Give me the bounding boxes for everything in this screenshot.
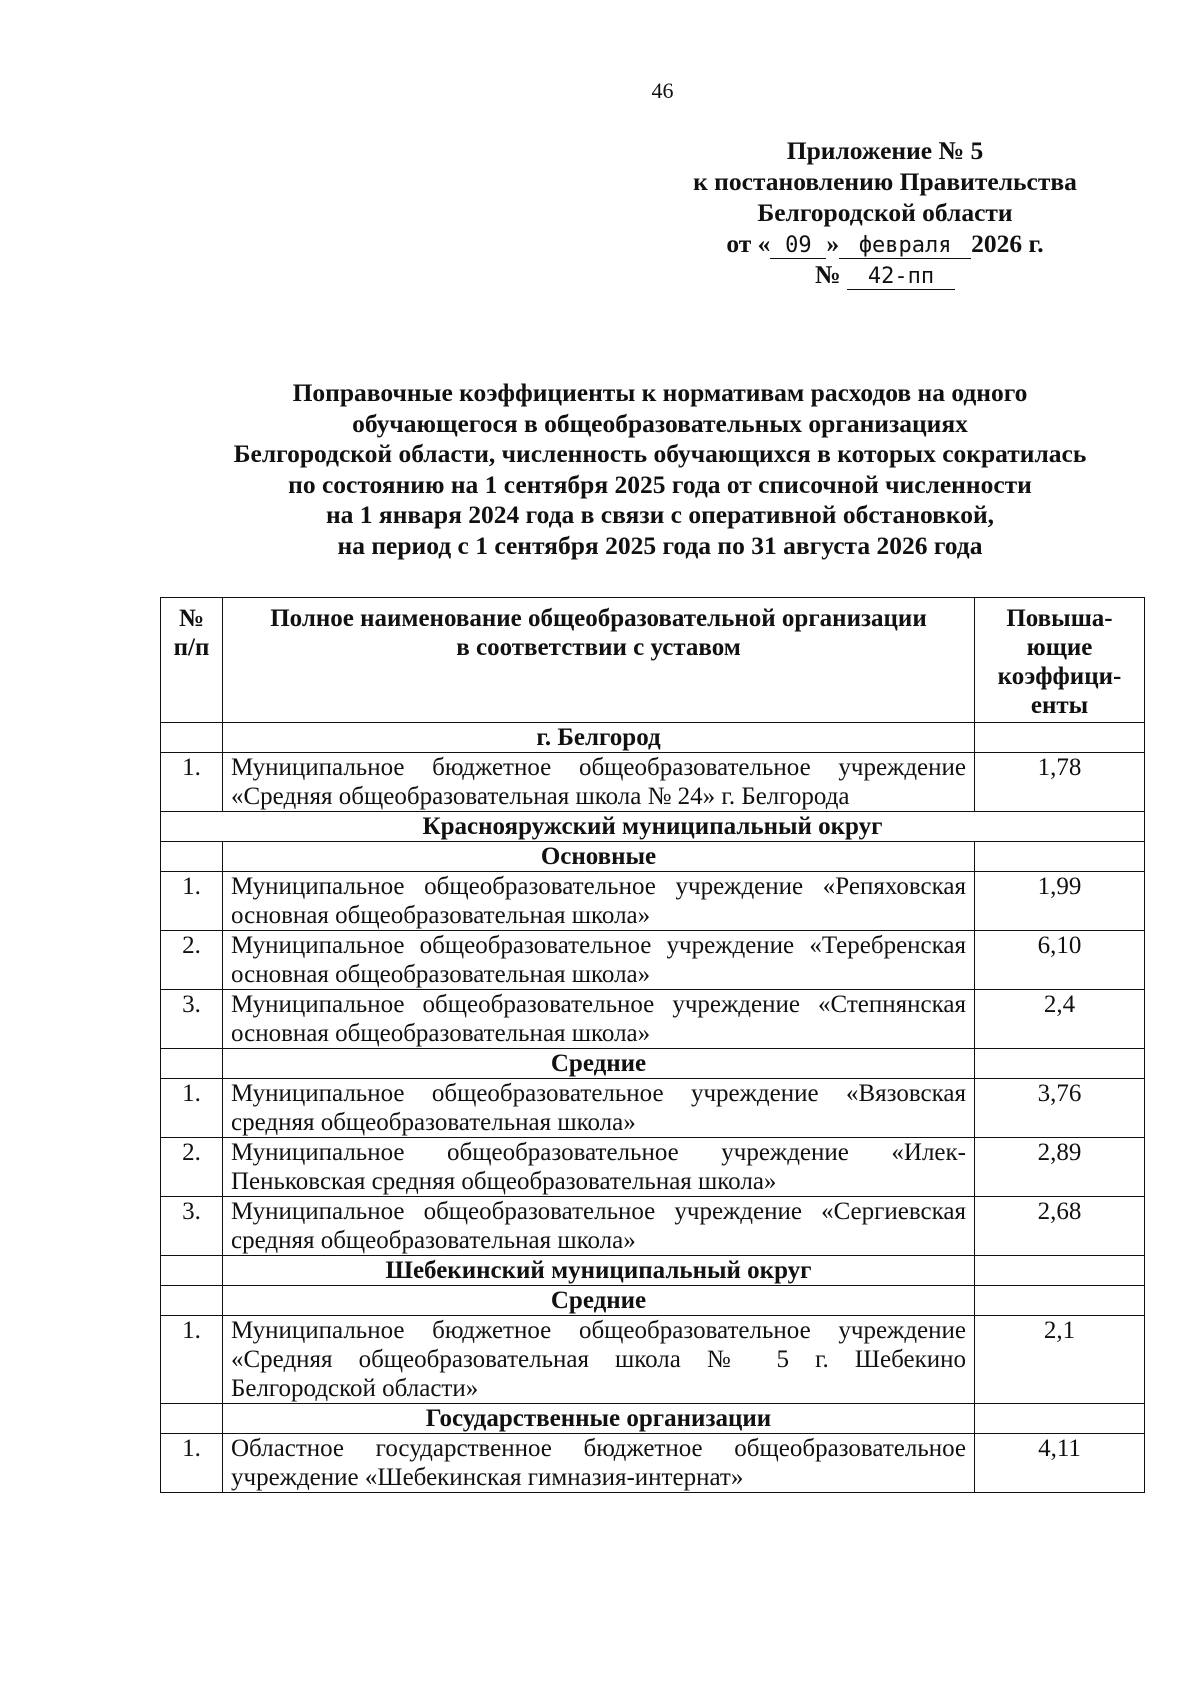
organization-name: Муниципальное общеобразовательное учреждение «Степнянская основная общеобразовательная школа» — [223, 990, 975, 1049]
district-row — [161, 812, 1145, 842]
empty-cell — [975, 1049, 1145, 1079]
header-coefficient-line: Повыша- — [1006, 605, 1113, 632]
coefficient-value: 2,68 — [975, 1197, 1145, 1256]
date-year: 2026 г. — [971, 229, 1044, 258]
table-row — [161, 1138, 1145, 1197]
appendix-block — [650, 135, 1120, 290]
row-number: 1. — [161, 1079, 223, 1138]
empty-cell — [975, 1256, 1145, 1286]
table-row — [161, 872, 1145, 931]
title-line: обучающегося в общеобразовательных организациях — [352, 408, 968, 438]
title-line: Поправочные коэффициенты к нормативам расходов на одного — [292, 378, 1028, 407]
header-name-line: в соответствии с уставом — [456, 634, 741, 661]
section-heading: Государственные организации — [223, 1404, 975, 1434]
organization-name: Муниципальное общеобразовательное учреждение «Илек-Пеньковская средняя общеобразовательная школа» — [223, 1138, 975, 1197]
section-row — [161, 842, 1145, 872]
row-number: 1. — [161, 753, 223, 812]
coefficient-value: 3,76 — [975, 1079, 1145, 1138]
row-number: 3. — [161, 1197, 223, 1256]
empty-cell — [161, 723, 223, 753]
row-number: 3. — [161, 990, 223, 1049]
empty-cell — [975, 723, 1145, 753]
section-row — [161, 1256, 1145, 1286]
header-number-line: п/п — [173, 634, 210, 661]
empty-cell — [161, 1286, 223, 1316]
section-heading: Средние — [223, 1286, 975, 1316]
header-name — [223, 598, 975, 723]
table-header-row — [161, 598, 1145, 723]
table-row — [161, 1316, 1145, 1404]
section-heading: Средние — [223, 1049, 975, 1079]
date-month: февраля — [839, 234, 971, 259]
section-heading: Шебекинский муниципальный округ — [223, 1256, 975, 1286]
appendix-resolution: к постановлению Правительства — [693, 167, 1077, 196]
coefficients-table — [160, 597, 1145, 1493]
appendix-number — [650, 259, 1120, 290]
date-prefix: от « — [726, 229, 771, 258]
header-coefficient-line: енты — [1030, 692, 1089, 719]
title-line: на период с 1 сентября 2025 года по 31 августа 2026 года — [337, 530, 983, 560]
section-heading: г. Белгород — [223, 723, 975, 753]
coefficient-value: 2,89 — [975, 1138, 1145, 1197]
district-heading: Краснояружский муниципальный округ — [161, 812, 1145, 842]
empty-cell — [975, 1286, 1145, 1316]
header-number-line: № — [178, 605, 205, 632]
appendix-region: Белгородской области — [757, 198, 1013, 227]
section-row — [161, 723, 1145, 753]
organization-name: Муниципальное бюджетное общеобразовательное учреждение «Средняя общеобразовательная школа № 5 г. Шебекино Белгородской области» — [223, 1316, 975, 1404]
table-row — [161, 990, 1145, 1049]
page-number: 46 — [651, 78, 674, 103]
number-prefix: № — [815, 260, 841, 289]
empty-cell — [975, 1404, 1145, 1434]
empty-cell — [161, 842, 223, 872]
title-line: на 1 января 2024 года в связи с оперативной обстановкой, — [325, 500, 995, 529]
organization-name: Муниципальное общеобразовательное учреждение «Сергиевская средняя общеобразовательная школа» — [223, 1197, 975, 1256]
organization-name: Областное государственное бюджетное общеобразовательное учреждение «Шебекинская гимназия-интернат» — [223, 1434, 975, 1493]
table-row — [161, 1079, 1145, 1138]
table-row — [161, 1197, 1145, 1256]
header-name-line: Полное наименование общеобразовательной организации — [270, 605, 927, 632]
coefficient-value: 6,10 — [975, 931, 1145, 990]
header-coefficient-line: ющие — [1026, 634, 1093, 661]
coefficient-value: 1,99 — [975, 872, 1145, 931]
appendix-date — [650, 228, 1120, 259]
document-number: 42-пп — [847, 265, 955, 290]
empty-cell — [161, 1256, 223, 1286]
coefficient-value: 1,78 — [975, 753, 1145, 812]
coefficient-value: 2,1 — [975, 1316, 1145, 1404]
row-number: 1. — [161, 1316, 223, 1404]
table-row — [161, 931, 1145, 990]
organization-name: Муниципальное общеобразовательное учреждение «Репяховская основная общеобразовательная школа» — [223, 872, 975, 931]
date-mid: » — [826, 229, 840, 258]
section-row — [161, 1049, 1145, 1079]
table-row — [161, 1434, 1145, 1493]
empty-cell — [975, 842, 1145, 872]
organization-name: Муниципальное общеобразовательное учреждение «Теребренская основная общеобразовательная школа» — [223, 931, 975, 990]
coefficient-value: 2,4 — [975, 990, 1145, 1049]
section-row — [161, 1286, 1145, 1316]
header-number — [161, 598, 223, 723]
header-coefficient — [975, 598, 1145, 723]
date-day: 09 — [770, 234, 826, 259]
document-title — [160, 378, 1160, 561]
coefficient-value: 4,11 — [975, 1434, 1145, 1493]
organization-name: Муниципальное бюджетное общеобразовательное учреждение «Средняя общеобразовательная школа № 24» г. Белгорода — [223, 753, 975, 812]
title-line: по состоянию на 1 сентября 2025 года от списочной численности — [288, 469, 1032, 499]
empty-cell — [161, 1049, 223, 1079]
table-body — [161, 723, 1145, 1493]
row-number: 1. — [161, 1434, 223, 1493]
row-number: 2. — [161, 1138, 223, 1197]
section-heading: Основные — [223, 842, 975, 872]
title-line: Белгородской области, численность обучающихся в которых сократилась — [233, 439, 1087, 468]
row-number: 2. — [161, 931, 223, 990]
empty-cell — [161, 1404, 223, 1434]
appendix-title: Приложение № 5 — [786, 136, 984, 165]
table-row — [161, 753, 1145, 812]
header-coefficient-line: коэффици- — [997, 663, 1122, 690]
section-row — [161, 1404, 1145, 1434]
row-number: 1. — [161, 872, 223, 931]
organization-name: Муниципальное общеобразовательное учреждение «Вязовская средняя общеобразовательная школа» — [223, 1079, 975, 1138]
